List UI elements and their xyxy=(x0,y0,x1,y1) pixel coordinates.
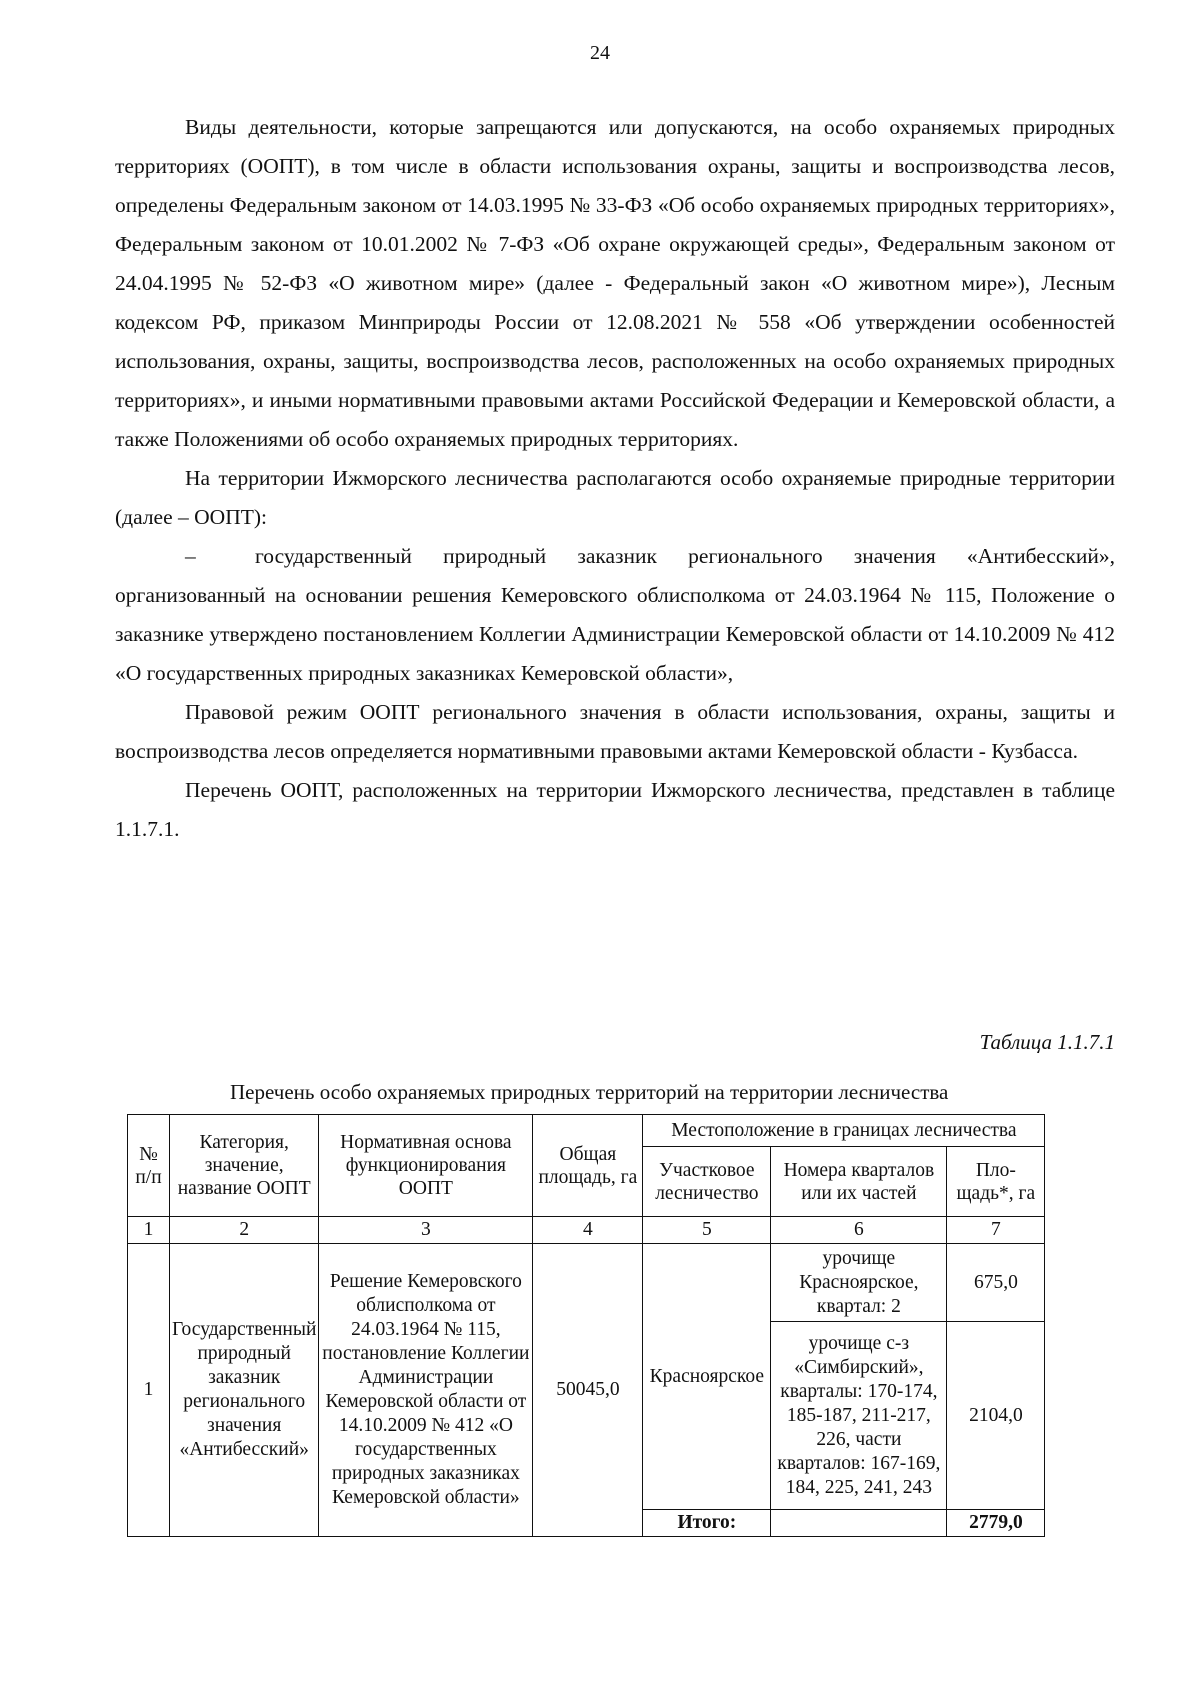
row-location-area-1: 675,0 xyxy=(947,1244,1045,1322)
column-number: 1 xyxy=(128,1217,170,1244)
row-location-area-2: 2104,0 xyxy=(947,1322,1045,1510)
body-text xyxy=(115,108,1115,849)
column-number: 2 xyxy=(170,1217,319,1244)
header-district: Участковое лесничество xyxy=(643,1147,771,1217)
column-number: 4 xyxy=(533,1217,643,1244)
header-area: Общая площадь, га xyxy=(533,1115,643,1217)
column-number: 5 xyxy=(643,1217,771,1244)
row-district: Красноярское xyxy=(643,1244,771,1510)
total-label: Итого: xyxy=(643,1510,771,1537)
paragraph-2: На территории Ижморского лесничества располагаются особо охраняемые природные территории (далее – ООПТ): xyxy=(115,466,1115,529)
table-label: Таблица 1.1.7.1 xyxy=(979,1030,1115,1054)
header-location-area: Пло-щадь*, га xyxy=(947,1147,1045,1217)
header-num: № п/п xyxy=(128,1115,170,1217)
list-item-text: государственный природный заказник регионального значения «Антибесский», организованный на основании решения Кемеровского облисполкома от 24.03.1964 № 115, Положение о заказнике утверждено постановлением Коллегии Администрации Кемеровской области от 14.10.2009 № 412 «О государственных природных заказниках Кемеровской области», xyxy=(115,544,1115,685)
oopt-table xyxy=(127,1114,1045,1537)
paragraph-5: Перечень ООПТ, расположенных на территории Ижморского лесничества, представлен в таблице 1.1.7.1. xyxy=(115,778,1115,841)
total-area: 2779,0 xyxy=(947,1510,1045,1537)
header-basis: Нормативная основа функционирования ООПТ xyxy=(319,1115,533,1217)
paragraph-1: Виды деятельности, которые запрещаются или допускаются, на особо охраняемых природных территориях (ООПТ), в том числе в области использования охраны, защиты и воспроизводства лесов, определены Федеральным законом от 14.03.1995 № 33-ФЗ «Об особо охраняемых природных территориях», Федеральным законом от 10.01.2002 № 7-ФЗ «Об охране окружающей среды», Федеральным законом от 24.04.1995 № 52-ФЗ «О животном мире» (далее - Федеральный закон «О животном мире»), Лесным кодексом РФ, приказом Минприроды России от 12.08.2021 № 558 «Об утверждении особенностей использования, охраны, защиты, воспроизводства лесов, расположенных на особо охраняемых природных территориях», и иными нормативными правовыми актами Российской Федерации и Кемеровской области, а также Положениями об особо охраняемых природных территориях. xyxy=(115,115,1115,451)
column-number: 3 xyxy=(319,1217,533,1244)
row-area: 50045,0 xyxy=(533,1244,643,1537)
paragraph-4: Правовой режим ООПТ регионального значения в области использования, охраны, защиты и воспроизводства лесов определяется нормативными правовыми актами Кемеровской области - Кузбасса. xyxy=(115,700,1115,763)
total-empty-cell xyxy=(771,1510,947,1537)
table-title: Перечень особо охраняемых природных территорий на территории лесничества xyxy=(230,1080,949,1104)
row-quarters-2: урочище с-з «Симбирский», кварталы: 170-174, 185-187, 211-217, 226, части кварталов: 167-169, 184, 225, 241, 243 xyxy=(771,1322,947,1510)
column-number: 6 xyxy=(771,1217,947,1244)
column-number: 7 xyxy=(947,1217,1045,1244)
page-number: 24 xyxy=(590,42,610,64)
header-quarters: Номера кварталов или их частей xyxy=(771,1147,947,1217)
row-num: 1 xyxy=(128,1244,170,1537)
paragraph-list-item xyxy=(115,537,1115,693)
row-basis: Решение Кемеровского облисполкома от 24.03.1964 № 115, постановление Коллегии Администрации Кемеровской области от 14.10.2009 № 412 «О государственных природных заказниках Кемеровской области» xyxy=(319,1244,533,1537)
header-category: Категория, значение, название ООПТ xyxy=(170,1115,319,1217)
row-quarters-1: урочище Красноярское, квартал: 2 xyxy=(771,1244,947,1322)
header-location-group: Местоположение в границах лесничества xyxy=(643,1115,1045,1147)
dash-mark: – xyxy=(185,544,196,568)
row-category: Государственный природный заказник регионального значения «Антибесский» xyxy=(170,1244,319,1537)
